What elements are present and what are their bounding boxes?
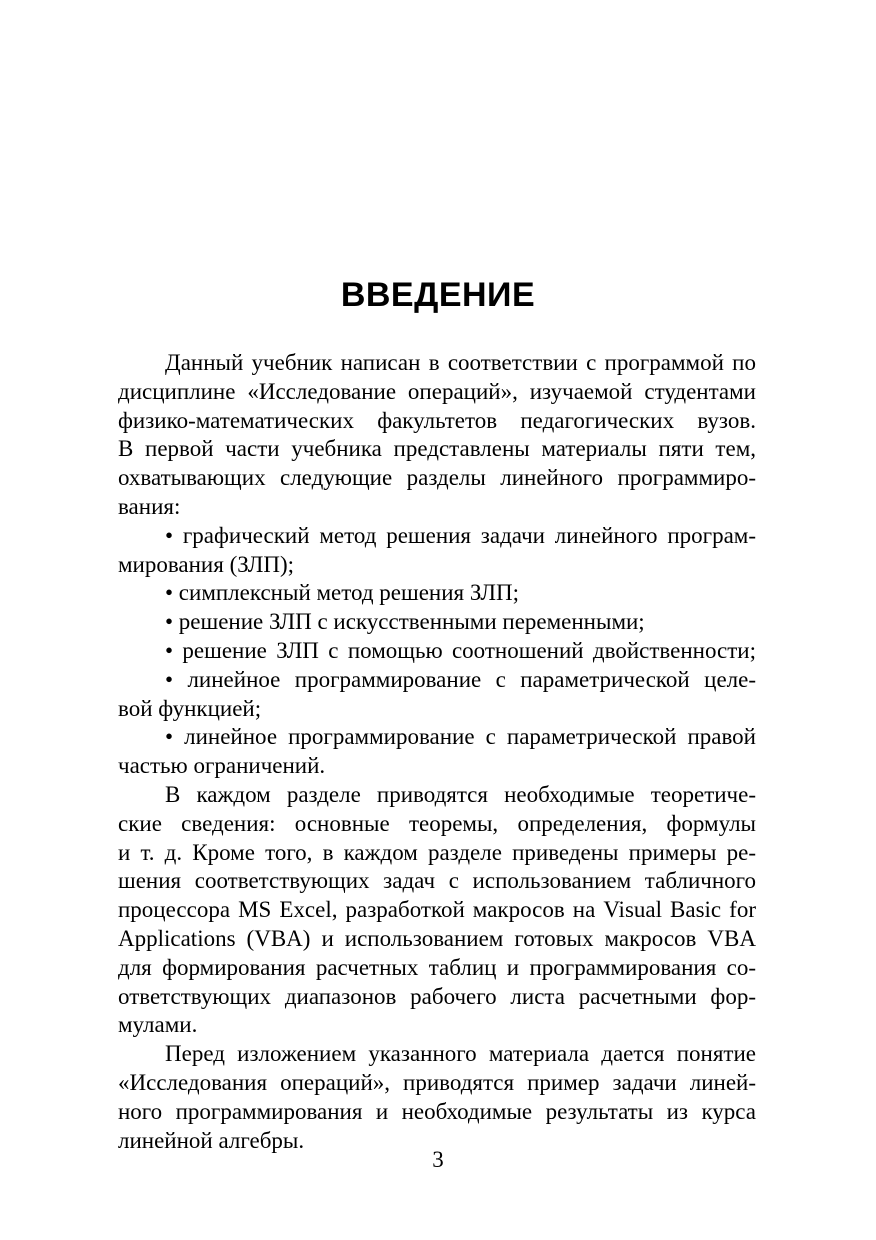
- text-line: линейной алгебры.: [118, 1127, 305, 1153]
- text-line: • симплексный метод решения ЗЛП;: [165, 580, 519, 606]
- paragraph-closing: [118, 1040, 756, 1155]
- text-line: охватывающих следующие разделы линейного программиро-: [118, 465, 756, 491]
- text-line: • линейное программирование с параметрической целе-: [165, 666, 756, 692]
- body-text: [118, 349, 756, 1155]
- list-item: [118, 666, 756, 724]
- text-line: • решение ЗЛП с помощью соотношений двойственности;: [165, 637, 756, 663]
- paragraph-intro: [118, 349, 756, 522]
- text-line: «Исследования операций», приводятся пример задачи линей-: [118, 1069, 756, 1095]
- text-line: частью ограничений.: [118, 753, 326, 779]
- text-line: ские сведения: основные теоремы, определения, формулы: [118, 810, 756, 836]
- text-line: В первой части учебника представлены материалы пяти тем,: [118, 436, 756, 462]
- list-item: [118, 522, 756, 580]
- text-line: мулами.: [118, 1012, 198, 1038]
- text-line: дисциплине «Исследование операций», изучаемой студентами: [118, 378, 756, 404]
- chapter-heading: ВВЕДЕНИЕ: [340, 276, 536, 314]
- text-line: ного программирования и необходимые результаты из курса: [118, 1098, 756, 1124]
- text-line: и т. д. Кроме того, в каждом разделе приведены примеры ре-: [118, 839, 756, 865]
- text-line: шения соответствующих задач с использованием табличного: [118, 868, 756, 894]
- text-line: Applications (VBA) и использованием готовых макросов VBA: [118, 925, 756, 951]
- list-item: [118, 723, 756, 781]
- text-line: Перед изложением указанного материала дается понятие: [165, 1041, 756, 1067]
- text-line: физико-математических факультетов педагогических вузов.: [118, 407, 756, 433]
- text-line: Данный учебник написан в соответствии с программой по: [165, 350, 756, 375]
- paragraph-sections: [118, 781, 756, 1040]
- text-line: мирования (ЗЛП);: [118, 551, 295, 577]
- list-item: [118, 637, 756, 666]
- text-line: вой функцией;: [118, 695, 262, 721]
- text-line: вания:: [118, 493, 181, 519]
- text-line: В каждом разделе приводятся необходимые теоретиче-: [165, 781, 756, 807]
- list-item: [118, 608, 756, 637]
- page-number: 3: [432, 1147, 444, 1172]
- text-line: • графический метод решения задачи линейного програм-: [165, 522, 756, 548]
- text-line: для формирования расчетных таблиц и программирования со-: [118, 954, 756, 980]
- text-line: процессора MS Excel, разработкой макросов на Visual Basic for: [118, 897, 756, 923]
- text-line: • решение ЗЛП с искусственными переменными;: [165, 609, 645, 635]
- text-line: ответствующих диапазонов рабочего листа расчетными фор-: [118, 983, 756, 1009]
- text-line: • линейное программирование с параметрической правой: [165, 724, 756, 750]
- bullet-list: [118, 522, 756, 781]
- list-item: [118, 579, 756, 608]
